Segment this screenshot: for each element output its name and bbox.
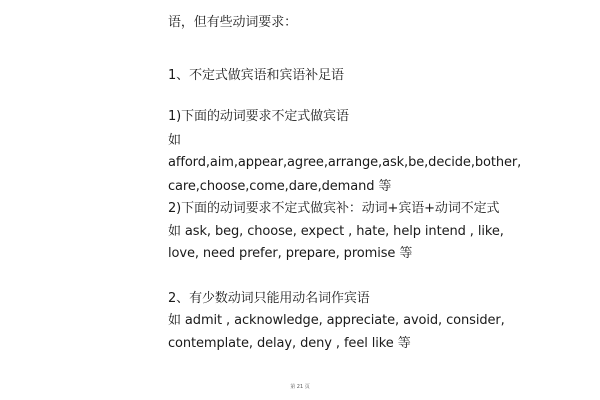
text-line-verb-list-2: care,choose,come,dare,demand 等	[168, 179, 392, 194]
text-line-verb-list-3: 如 ask, beg, choose, expect , hate, help intend , like,	[168, 224, 504, 239]
text-line-intro: 语，但有些动词要求：	[168, 15, 298, 30]
subheading-infinitive-complement: 2)下面的动词要求不定式做宾补：动词+宾语+动词不定式	[168, 201, 500, 216]
page-number: 第 21 页	[290, 384, 310, 390]
subheading-infinitive-object: 1)下面的动词要求不定式做宾语	[168, 109, 349, 124]
text-line-verb-list-1: afford,aim,appear,agree,arrange,ask,be,decide,bother,	[168, 155, 522, 170]
section-heading-gerund: 2、有少数动词只能用动名词作宾语	[168, 291, 370, 306]
section-heading-infinitive: 1、不定式做宾语和宾语补足语	[168, 68, 344, 83]
text-line-verb-list-5: 如 admit , acknowledge, appreciate, avoid, consider,	[168, 313, 505, 328]
text-line-verb-list-6: contemplate, delay, deny , feel like 等	[168, 336, 411, 351]
text-line-verb-list-4: love, need prefer, prepare, promise 等	[168, 246, 413, 261]
text-line-example-label: 如	[168, 133, 181, 148]
